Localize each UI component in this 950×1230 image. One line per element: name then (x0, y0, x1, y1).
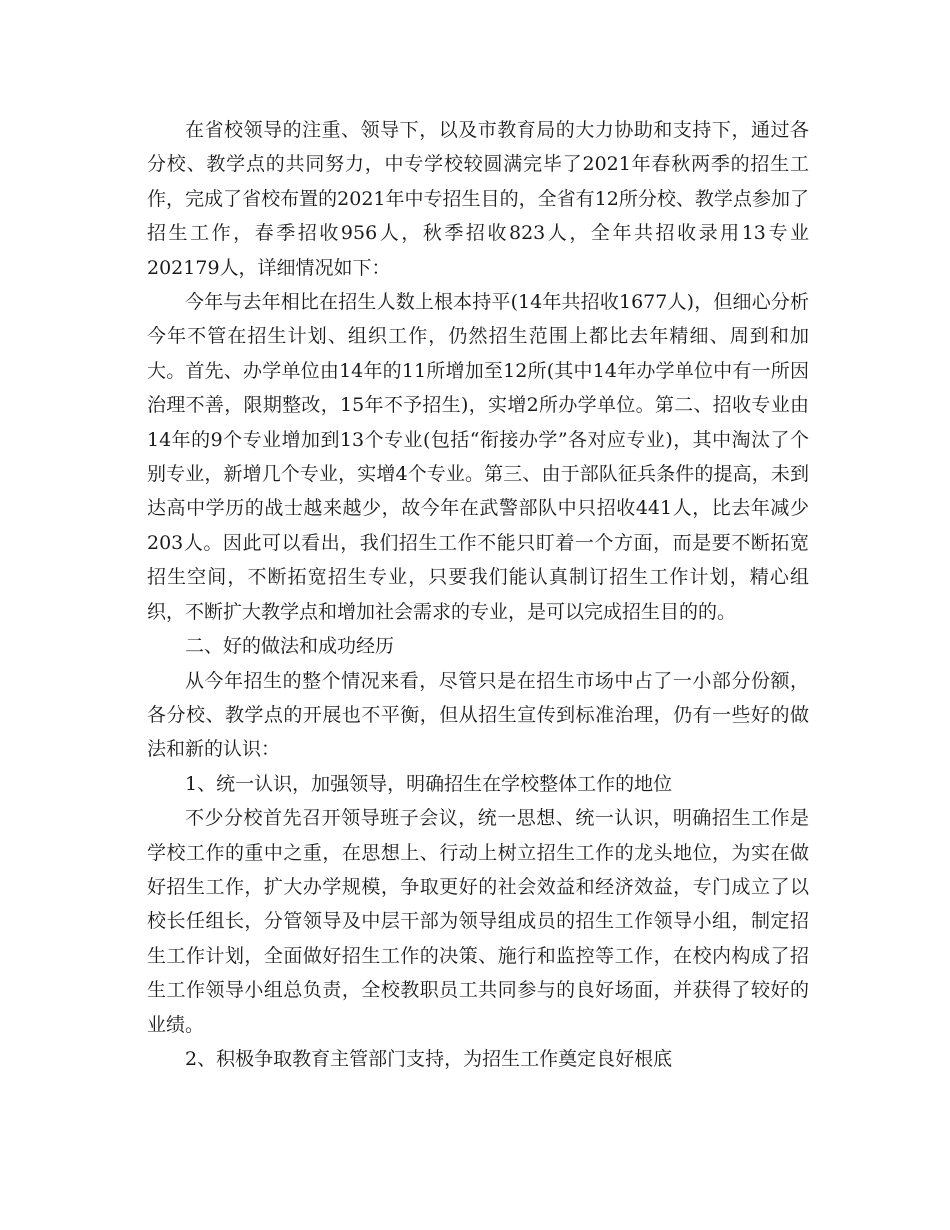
document-body (147, 113, 809, 1076)
paragraph-analysis: 今年与去年相比在招生人数上根本持平(14年共招收1677人)，但细心分析今年不管在招生计划、组织工作，仍然招生范围上都比去年精细、周到和加大。首先、办学单位由14年的11所增加至12所(其中14年办学单位中有一所因治理不善，限期整改，15年不予招生)，实增2所办学单位。第二、招收专业由14年的9个专业增加到13个专业(包括“衔接办学”各对应专业)，其中淘汰了个别专业，新增几个专业，实增4个专业。第三、由于部队征兵条件的提高，未到达高中学历的战士越来越少，故今年在武警部队中只招收441人，比去年减少203人。因此可以看出，我们招生工作不能只盯着一个方面，而是要不断拓宽招生空间，不断拓宽招生专业，只要我们能认真制订招生工作计划，精心组织，不断扩大教学点和增加社会需求的专业，是可以完成招生目的的。 (147, 291, 809, 623)
subheading-department-support: 2、积极争取教育主管部门支持，为招生工作奠定良好根底 (185, 1047, 673, 1070)
paragraph-intro: 在省校领导的注重、领导下，以及市教育局的大力协助和支持下，通过各分校、教学点的共同努力，中专学校较圆满完毕了2021年春秋两季的招生工作，完成了省校布置的2021年中专招生目的，全省有12所分校、教学点参加了招生工作，春季招收956人，秋季招收823人，全年共招收录用13专业202179人，详细情况如下： (147, 119, 809, 279)
paragraph-overview: 从今年招生的整个情况来看，尽管只是在招生市场中占了一小部分份额，各分校、教学点的开展也不平衡，但从招生宣传到标准治理，仍有一些好的做法和新的认识： (147, 669, 809, 761)
section-heading-good-practices: 二、好的做法和成功经历 (185, 635, 395, 658)
paragraph-leadership: 不少分校首先召开领导班子会议，统一思想、统一认识，明确招生工作是学校工作的重中之重，在思想上、行动上树立招生工作的龙头地位，为实在做好招生工作，扩大办学规模，争取更好的社会效益和经济效益，专门成立了以校长任组长，分管领导及中层干部为领导组成员的招生工作领导小组，制定招生工作计划，全面做好招生工作的决策、施行和监控等工作，在校内构成了招生工作领导小组总负责，全校教职员工共同参与的良好场面，并获得了较好的业绩。 (147, 807, 809, 1036)
subheading-unify-understanding: 1、统一认识，加强领导，明确招生在学校整体工作的地位 (185, 772, 673, 795)
